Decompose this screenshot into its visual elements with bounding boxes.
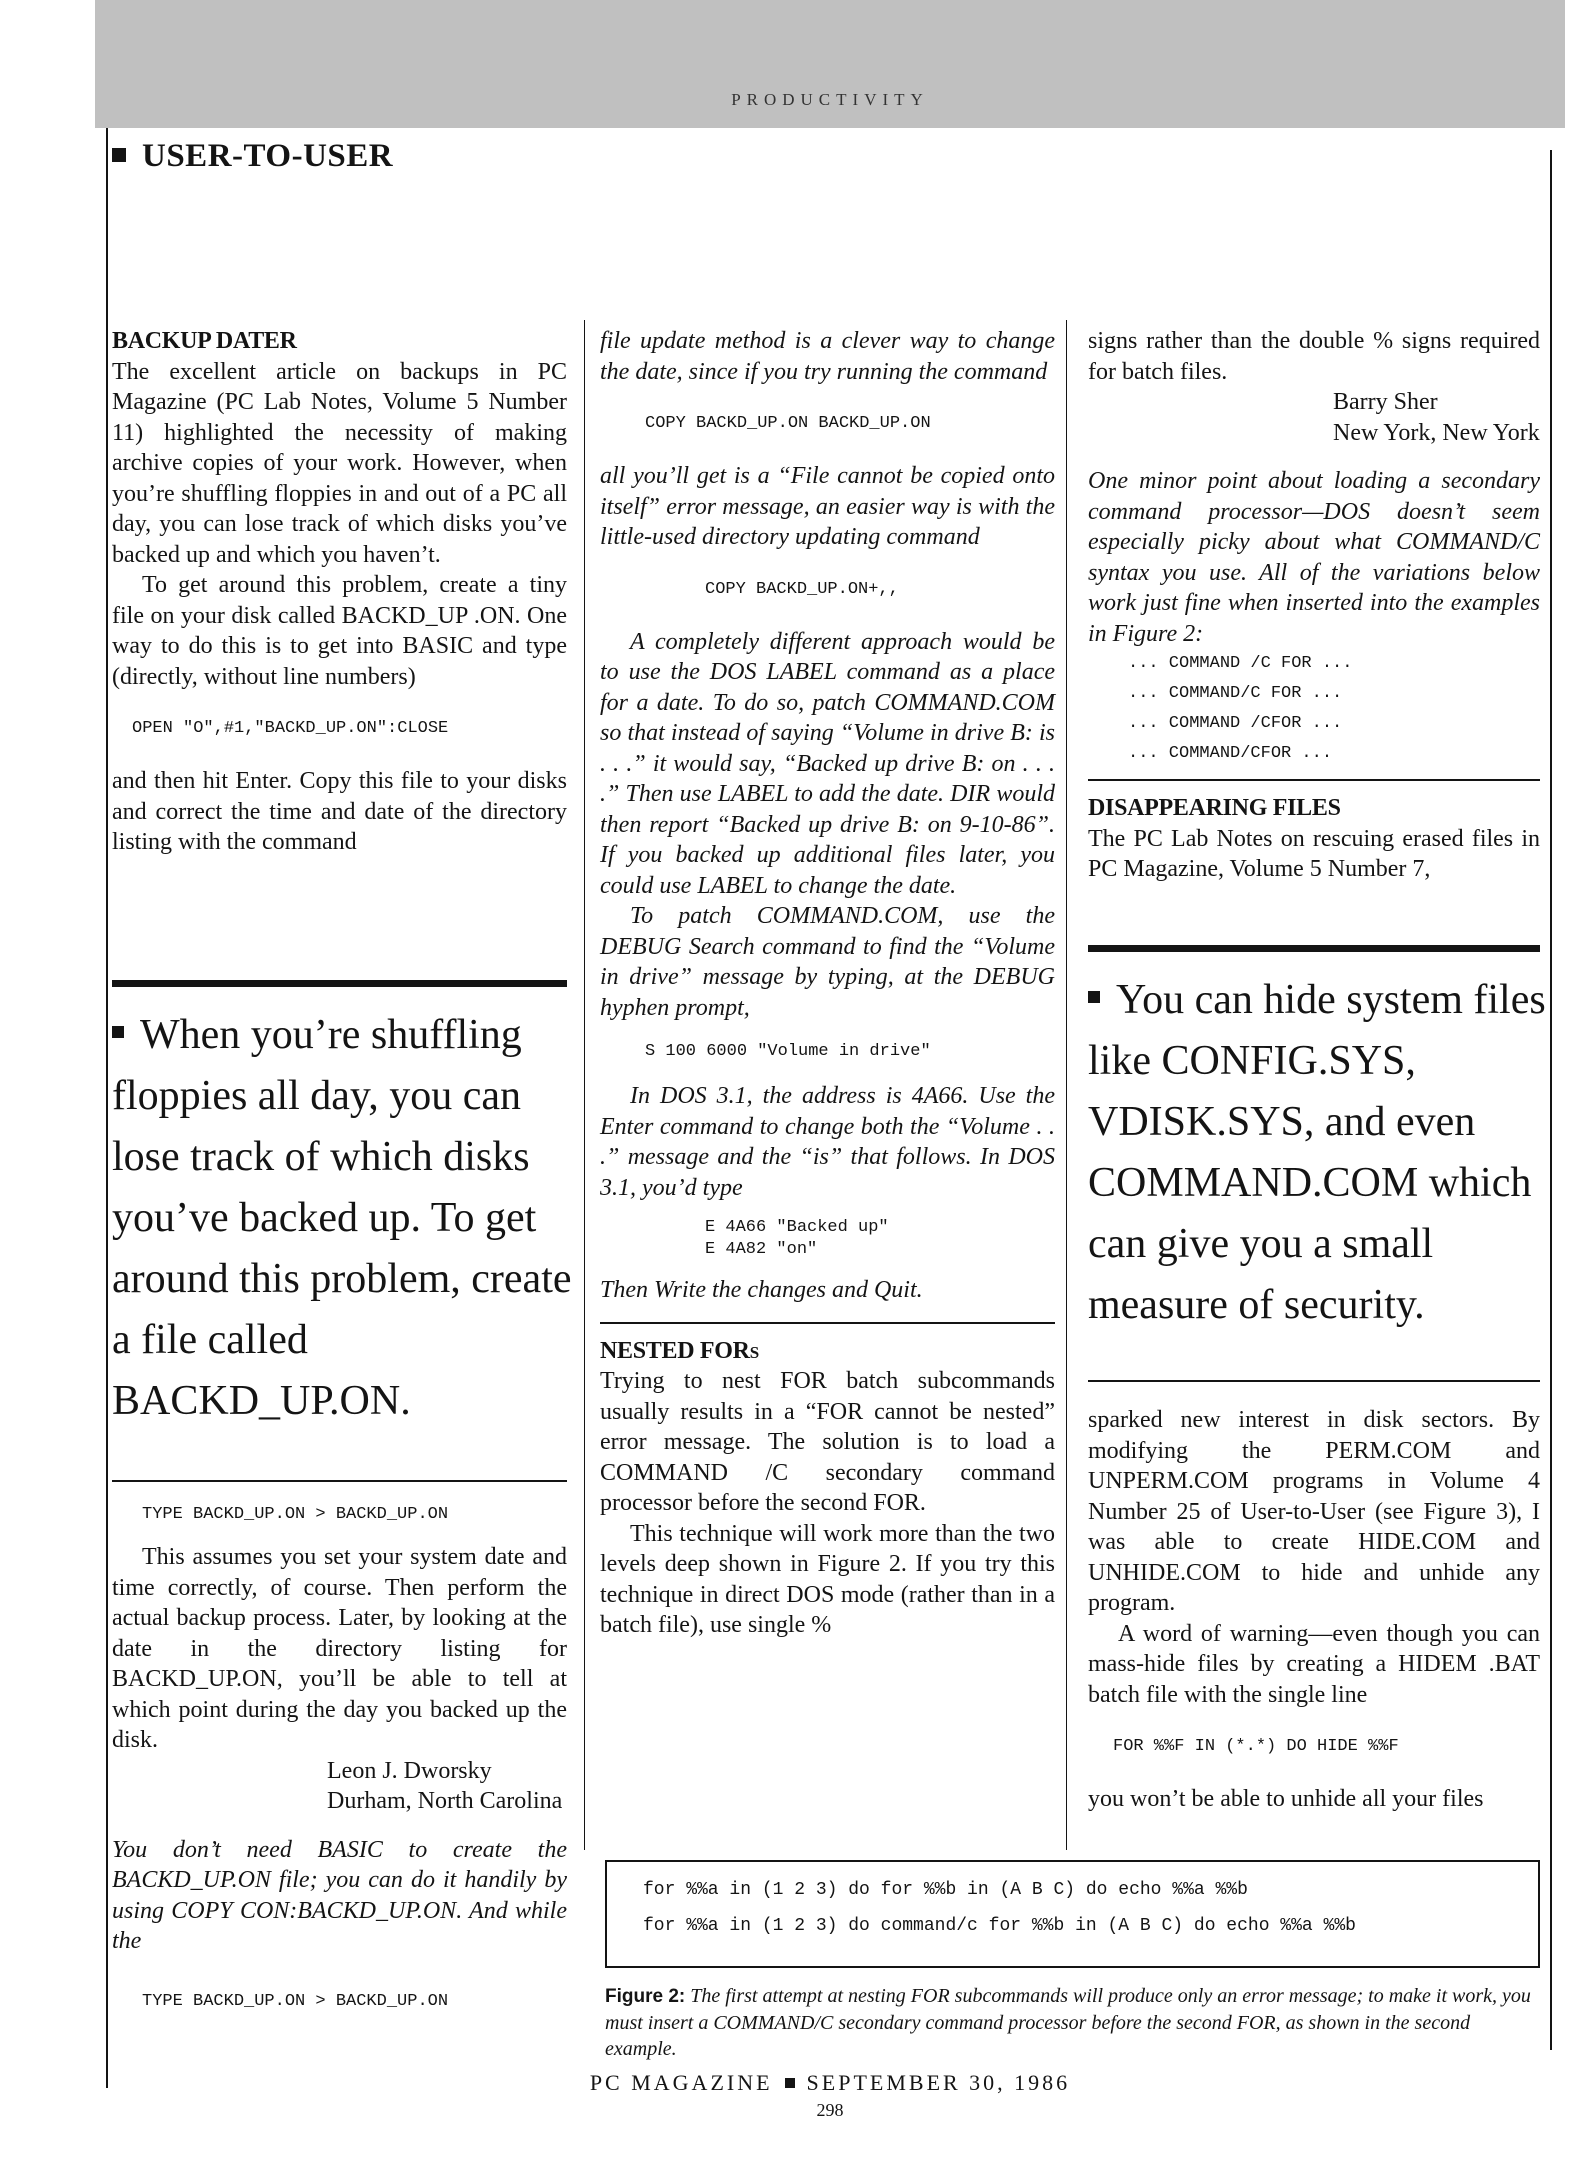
code-type-backd: TYPE BACKD_UP.ON > BACKD_UP.ON bbox=[142, 1505, 449, 1524]
footer-date: SEPTEMBER 30, 1986 bbox=[806, 2070, 1071, 2095]
section-rule bbox=[1088, 779, 1540, 781]
bullet-icon bbox=[785, 2078, 795, 2088]
heading-backup-dater: BACKUP DATER bbox=[112, 328, 297, 354]
column-1-top bbox=[112, 326, 567, 858]
pull-quote-1-text: When you’re shuffling floppies all day, you can lose track of which disks you’ve backed up. To get around this problem, create a file called BACKD_UP.ON. bbox=[112, 1012, 572, 1424]
column-3-top bbox=[1088, 326, 1540, 885]
pull-quote-2 bbox=[1088, 970, 1548, 1336]
column-rule-2 bbox=[1066, 320, 1067, 1850]
paragraph: signs rather than the double % signs required for batch files. bbox=[1088, 328, 1540, 385]
figure-2-box bbox=[605, 1860, 1540, 1968]
code-command-variations: ... COMMAND /C FOR ... ... COMMAND/C FOR ... ... COMMAND /CFOR ... ... COMMAND/CFOR ... bbox=[1128, 654, 1353, 763]
editor-note: To patch COMMAND.COM, use the DEBUG Search command to find the “Volume in drive” message by typing, at the DEBUG hyphen prompt, bbox=[600, 903, 1055, 1021]
editor-note: You don’t need BASIC to create the BACKD_UP.ON file; you can do it handily by using COPY CON:BACKD_UP.ON. And while the bbox=[112, 1836, 567, 1954]
editor-note: One minor point about loading a secondary command processor—DOS doesn’t seem especially picky about what COMMAND/C syntax you use. All of the variations below work just fine when inserted into the examples in Figure 2: bbox=[1088, 468, 1540, 647]
signature-place: New York, New York bbox=[1333, 419, 1540, 446]
code-hide-loop: FOR %%F IN (*.*) DO HIDE %%F bbox=[1113, 1737, 1399, 1756]
right-border-rule bbox=[1550, 150, 1552, 2050]
code-type-backd-2: TYPE BACKD_UP.ON > BACKD_UP.ON bbox=[142, 1991, 449, 2011]
column-2 bbox=[600, 326, 1055, 1641]
figure-caption-text: The first attempt at nesting FOR subcommands will produce only an error message; to make it work, you must insert a COMMAND/C secondary command processor before the second FOR, as shown in the second example. bbox=[605, 1985, 1531, 2060]
column-3-bottom bbox=[1088, 1405, 1540, 1815]
code-debug-search: S 100 6000 "Volume in drive" bbox=[645, 1042, 931, 1061]
section-rule bbox=[600, 1322, 1055, 1324]
paragraph: This technique will work more than the two levels deep shown in Figure 2. If you try this technique in direct DOS mode (rather than in a batch file), use single % bbox=[600, 1520, 1055, 1638]
paragraph: The PC Lab Notes on rescuing erased files in PC Magazine, Volume 5 Number 7, bbox=[1088, 825, 1540, 882]
paragraph: sparked new interest in disk sectors. By modifying the PERM.COM and UNPERM.COM programs in Volume 4 Number 25 of User-to-User (see Figure 3), I was able to create HIDE.COM and UNHIDE.COM to hide and unhide any program. bbox=[1088, 1407, 1540, 1616]
heading-nested-fors: NESTED FORs bbox=[600, 1337, 759, 1364]
bullet-icon bbox=[1088, 991, 1100, 1003]
paragraph: To get around this problem, create a tiny file on your disk called BACKD_UP .ON. One way to do this is to get into BASIC and type (directly, without line numbers) bbox=[112, 572, 567, 690]
signature-name: Barry Sher bbox=[1333, 389, 1438, 415]
figure-caption bbox=[605, 1983, 1540, 2062]
pull-quote-top-rule bbox=[1088, 945, 1540, 952]
paragraph: and then hit Enter. Copy this file to your disks and correct the time and date of the directory listing with the command bbox=[112, 768, 567, 855]
figure-code-line-2: for %%a in (1 2 3) do command/c for %%b in (A B C) do echo %%a %%b bbox=[643, 1916, 1356, 1936]
paragraph: you won’t be able to unhide all your files bbox=[1088, 1786, 1484, 1812]
column-1-bottom bbox=[112, 1500, 567, 2017]
page-footer bbox=[95, 2070, 1565, 2096]
signature-place: Durham, North Carolina bbox=[327, 1788, 563, 1814]
pull-quote-1 bbox=[112, 1005, 572, 1432]
section-title bbox=[112, 138, 393, 175]
pull-quote-top-rule bbox=[112, 980, 567, 987]
editor-note: In DOS 3.1, the address is 4A66. Use the Enter command to change both the “Volume . . .” message and the “is” that follows. In DOS 3.1, you’d type bbox=[600, 1083, 1055, 1201]
section-title-text: USER-TO-USER bbox=[142, 138, 394, 174]
left-border-rule bbox=[106, 128, 108, 2088]
signature-name: Leon J. Dworsky bbox=[327, 1757, 492, 1784]
editor-note: all you’ll get is a “File cannot be copied onto itself” error message, an easier way is with the little-used directory updating command bbox=[600, 463, 1055, 550]
editor-note: A completely different approach would be to use the DOS LABEL command as a place for a date. To do so, patch COMMAND.COM so that instead of saying “Volume in drive B: is . . .” it would say, “Backed up drive B: on . . . .” Then use LABEL to add the date. DIR would then report “Backed up drive B: on 9-10-86”. If you backed up additional files later, you could use LABEL to change the date. bbox=[600, 628, 1055, 899]
code-debug-enter: E 4A66 "Backed up" E 4A82 "on" bbox=[705, 1218, 889, 1259]
paragraph: Trying to nest FOR batch subcommands usually results in a “FOR cannot be nested” error message. The solution is to load a COMMAND /C secondary command processor before the second FOR. bbox=[600, 1368, 1055, 1516]
editor-note: Then Write the changes and Quit. bbox=[600, 1277, 923, 1303]
code-copy-plus: COPY BACKD_UP.ON+,, bbox=[705, 579, 899, 599]
pull-quote-2-text: You can hide system files like CONFIG.SYS, VDISK.SYS, and even COMMAND.COM which can give you a small measure of security. bbox=[1088, 977, 1546, 1328]
figure-label: Figure 2: bbox=[605, 1986, 686, 2007]
code-copy-self: COPY BACKD_UP.ON BACKD_UP.ON bbox=[645, 414, 931, 433]
paragraph: The excellent article on backups in PC Magazine (PC Lab Notes, Volume 5 Number 11) highlighted the necessity of making archive copies of your work. However, when you’re shuffling floppies in and out of a PC all day, you can lose track of which disks you’ve backed up and which you haven’t. bbox=[112, 358, 567, 568]
editor-note: file update method is a clever way to change the date, since if you try running the command bbox=[600, 328, 1055, 385]
footer-magazine: PC MAGAZINE bbox=[589, 2070, 773, 2095]
figure-code-line-1: for %%a in (1 2 3) do for %%b in (A B C) do echo %%a %%b bbox=[643, 1880, 1248, 1900]
bullet-icon bbox=[112, 1026, 124, 1038]
heading-disappearing-files: DISAPPEARING FILES bbox=[1088, 795, 1341, 821]
pull-quote-bottom-rule bbox=[112, 1480, 567, 1482]
column-rule-1 bbox=[584, 320, 585, 1850]
code-basic-open: OPEN "O",#1,"BACKD_UP.ON":CLOSE bbox=[132, 719, 449, 738]
paragraph: A word of warning—even though you can mass-hide files by creating a HIDEM .BAT batch file with the single line bbox=[1088, 1620, 1540, 1708]
pull-quote-bottom-rule bbox=[1088, 1380, 1540, 1382]
bullet-icon bbox=[112, 148, 126, 162]
paragraph: This assumes you set your system date and time correctly, of course. Then perform the actual backup process. Later, by looking at the date in the directory listing for BACKD_UP.ON, you’ll be able to tell at which point during the day you backed up the disk. bbox=[112, 1544, 567, 1753]
page-number: 298 bbox=[816, 2100, 844, 2120]
section-kicker: PRODUCTIVITY bbox=[731, 90, 929, 109]
